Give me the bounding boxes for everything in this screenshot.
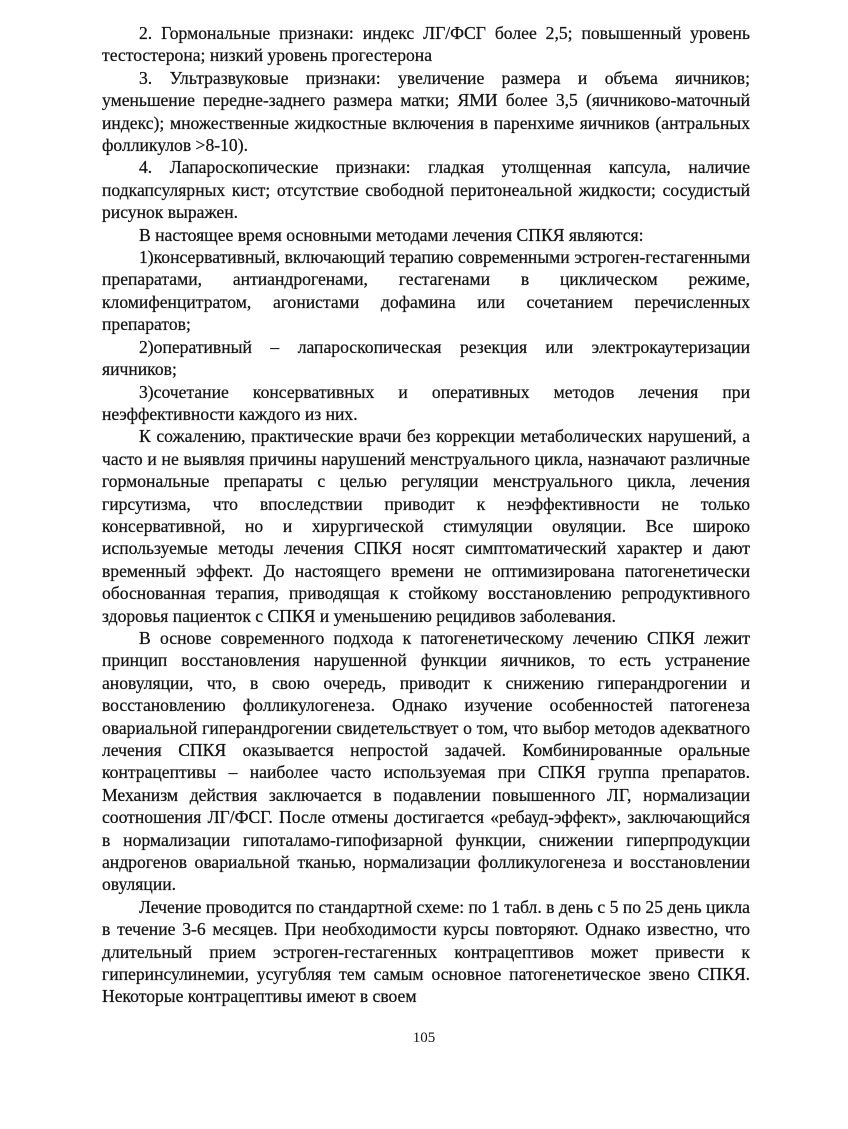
body-text bbox=[102, 22, 750, 1008]
paragraph-modern-approach: В основе современного подхода к патогенетическому лечению СПКЯ лежит принцип восстановления нарушенной функции яичников, то есть устранение ановуляции, что, в свою очередь, приводит к снижению гиперандрогении и восстановлению фолликулогенеза. Однако изучение особенностей патогенеза овариальной гиперандрогении свидетельствует о том, что выбор методов адекватного лечения СПКЯ оказывается непростой задачей. Комбинированные оральные контрацептивы – наиболее часто используемая при СПКЯ группа препаратов. Механизм действия заключается в подавлении повышенного ЛГ, нормализации соотношения ЛГ/ФСГ. После отмены достигается «ребауд-эффект», заключающийся в нормализации гипоталамо-гипофизарной функции, снижении гиперпродукции андрогенов овариальной тканью, нормализации фолликулогенеза и восстановлении овуляции. bbox=[102, 627, 750, 895]
paragraph-laparoscopic-signs: 4. Лапароскопические признаки: гладкая утолщенная капсула, наличие подкапсулярных кист; отсутствие свободной перитонеальной жидкости; сосудистый рисунок выражен. bbox=[102, 157, 750, 223]
list-item-combined: 3)сочетание консервативных и оперативных методов лечения при неэффективности каждого из них. bbox=[102, 381, 750, 424]
paragraph-standard-scheme: Лечение проводится по стандартной схеме: по 1 табл. в день с 5 по 25 день цикла в течение 3-6 месяцев. При необходимости курсы повторяют. Однако известно, что длительный прием эстроген-гестагенных контрацептивов может привести к гиперинсулинемии, усугубляя тем самым основное патогенетическое звено СПКЯ. Некоторые контрацептивы имеют в своем bbox=[102, 896, 750, 1007]
paragraph-hormonal-signs: 2. Гормональные признаки: индекс ЛГ/ФСГ более 2,5; повышенный уровень тестостерона; низкий уровень прогестерона bbox=[102, 23, 750, 66]
paragraph-practitioners: К сожалению, практические врачи без коррекции метаболических нарушений, а часто и не выявляя причины нарушений менструального цикла, назначают различные гормональные препараты с целью регуляции менструального цикла, лечения гирсутизма, что впоследствии приводит к неэффективности не только консервативной, но и хирургической стимуляции овуляции. Все широко используемые методы лечения СПКЯ носят симптоматический характер и дают временный эффект. До настоящего времени не оптимизирована патогенетически обоснованная терапия, приводящая к стойкому восстановлению репродуктивного здоровья пациенток с СПКЯ и уменьшению рецидивов заболевания. bbox=[102, 426, 750, 626]
paragraph-treatment-intro: В настоящее время основными методами лечения СПКЯ являются: bbox=[139, 224, 644, 245]
paragraph-ultrasound-signs: 3. Ультразвуковые признаки: увеличение размера и объема яичников; уменьшение передне-заднего размера матки; ЯМИ более 3,5 (яичниково-маточный индекс); множественные жидкостные включения в паренхиме яичников (антральных фолликулов >8-10). bbox=[102, 67, 750, 156]
page-number: 105 bbox=[412, 1030, 436, 1046]
list-item-operative: 2)оперативный – лапароскопическая резекция или электрокаутеризации яичников; bbox=[102, 336, 750, 380]
list-item-conservative: 1)консервативный, включающий терапию современными эстроген-гестагенными препаратами, антиандрогенами, гестагенами в циклическом режиме, кломифенцитратом, агонистами дофамина или сочетанием перечисленных препаратов; bbox=[102, 247, 750, 335]
